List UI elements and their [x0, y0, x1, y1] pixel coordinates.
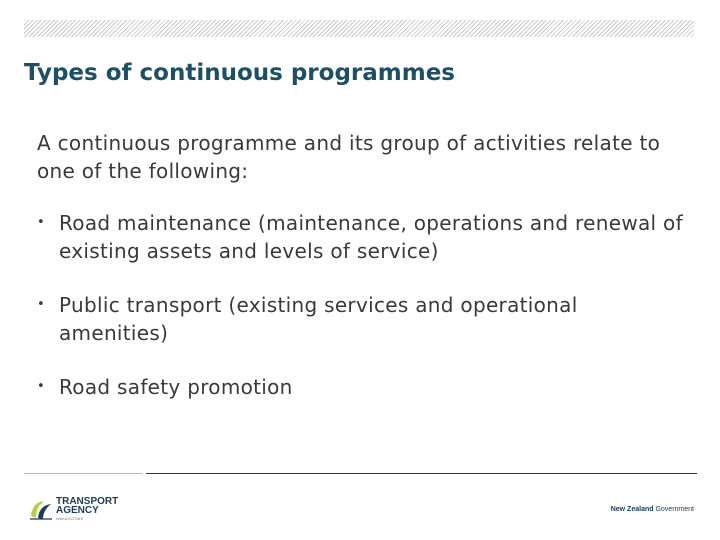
footer-divider-navy [146, 473, 697, 474]
decorative-hatch-band [24, 20, 694, 37]
bullet-dot-icon: • [37, 379, 45, 394]
slide-title: Types of continuous programmes [24, 60, 455, 86]
intro-paragraph: A continuous programme and its group of activities relate to one of the following: [37, 131, 661, 183]
bullet-text: Road maintenance (maintenance, operations and renewal of existing assets and levels of service) [59, 211, 683, 263]
bullet-item-public-transport [37, 291, 687, 347]
nz-government-text-a: New Zealand [610, 506, 654, 513]
bullet-item-road-safety [37, 373, 687, 401]
nzta-logo-text-maori: WAKA KOTAHI [56, 516, 84, 521]
bullet-dot-icon: • [37, 297, 45, 312]
nz-government-text-b: Government [655, 506, 694, 513]
bullet-text: Road safety promotion [59, 375, 293, 399]
nzta-logo-text-transport: TRANSPORT [56, 496, 119, 507]
nzta-logo [28, 496, 128, 522]
nzta-logo-mark-icon [28, 496, 54, 522]
bullet-list [37, 209, 687, 427]
bullet-text: Public transport (existing services and operational amenities) [59, 293, 578, 345]
footer-divider-green [24, 473, 142, 474]
nz-government-logo [611, 506, 694, 513]
bullet-item-road-maintenance [37, 209, 687, 265]
nzta-logo-text-agency: AGENCY [56, 505, 99, 516]
bullet-dot-icon: • [37, 215, 45, 230]
